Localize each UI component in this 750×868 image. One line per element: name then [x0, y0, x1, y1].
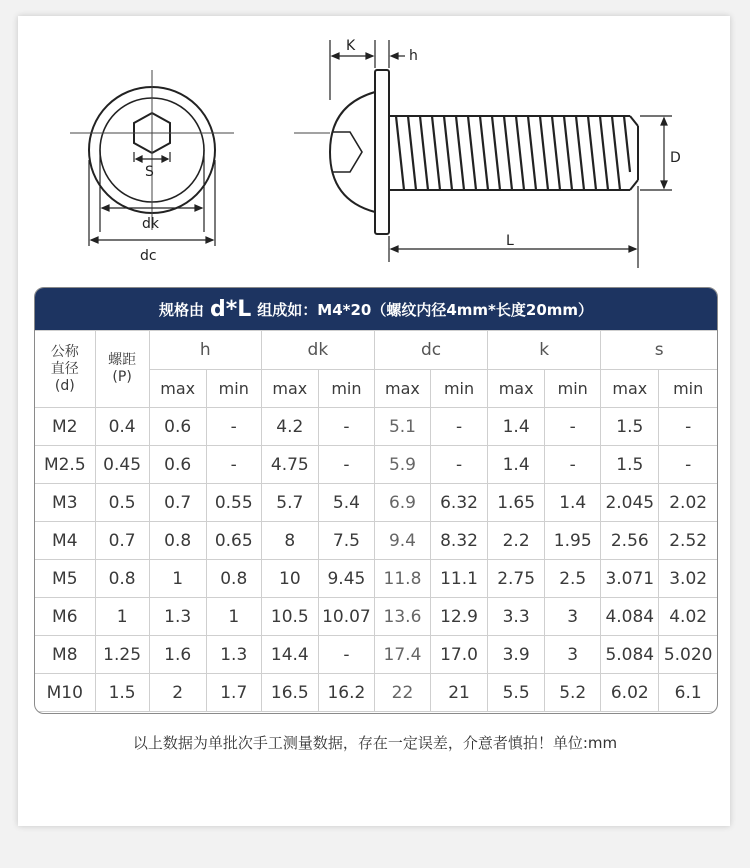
dim-label-h: h	[409, 48, 418, 64]
header-group-h: h	[149, 331, 261, 370]
spec-table	[34, 287, 718, 714]
cell: 2.56	[601, 522, 659, 560]
table-row	[35, 598, 717, 636]
dim-label-k: K	[346, 38, 356, 54]
cell: 5.084	[601, 636, 659, 674]
cell: 21	[431, 674, 488, 712]
header-min: min	[659, 370, 717, 408]
cell: -	[318, 408, 374, 446]
cell: 14.4	[261, 636, 318, 674]
header-min: min	[206, 370, 261, 408]
table-row	[35, 560, 717, 598]
cell: 1.3	[149, 598, 206, 636]
cell: 16.2	[318, 674, 374, 712]
thread-pattern	[396, 116, 630, 190]
table-row	[35, 484, 717, 522]
cell: 0.55	[206, 484, 261, 522]
cell: 11.8	[374, 560, 430, 598]
cell: 8	[261, 522, 318, 560]
cell: -	[318, 636, 374, 674]
cell: 2.045	[601, 484, 659, 522]
cell: 1.5	[601, 446, 659, 484]
cell: 11.1	[431, 560, 488, 598]
header-pitch: 螺距 (P)	[95, 331, 149, 408]
cell: 5.4	[318, 484, 374, 522]
cell: 3	[545, 636, 601, 674]
cell: 7.5	[318, 522, 374, 560]
cell-spec: M5	[35, 560, 95, 598]
cell-spec: M8	[35, 636, 95, 674]
cell: 4.2	[261, 408, 318, 446]
cell: 2.75	[488, 560, 545, 598]
cell: 6.02	[601, 674, 659, 712]
cell: 1.4	[488, 408, 545, 446]
cell: 3.02	[659, 560, 717, 598]
header-nominal-diameter: 公称 直径 (d)	[35, 331, 95, 408]
cell-spec: M2.5	[35, 446, 95, 484]
cell: -	[206, 446, 261, 484]
cell: -	[659, 408, 717, 446]
cell: 2.52	[659, 522, 717, 560]
dim-label-dc: dc	[140, 248, 157, 264]
cell-pitch: 0.8	[95, 560, 149, 598]
title-big: d*L	[209, 296, 252, 322]
cell: 5.7	[261, 484, 318, 522]
cell: 2	[149, 674, 206, 712]
header-group-dc: dc	[374, 331, 487, 370]
title-prefix: 规格由	[158, 300, 204, 319]
cell: 9.45	[318, 560, 374, 598]
spec-grid	[35, 330, 717, 712]
table-row	[35, 408, 717, 446]
cell: 4.02	[659, 598, 717, 636]
cell: 1.6	[149, 636, 206, 674]
cell: -	[545, 446, 601, 484]
cell: 1.3	[206, 636, 261, 674]
cell: -	[206, 408, 261, 446]
header-max: max	[261, 370, 318, 408]
cell-spec: M6	[35, 598, 95, 636]
hex-socket-profile	[333, 132, 362, 172]
cell: 5.020	[659, 636, 717, 674]
cell: 16.5	[261, 674, 318, 712]
cell: 4.75	[261, 446, 318, 484]
cell-spec: M10	[35, 674, 95, 712]
header-max: max	[601, 370, 659, 408]
cell: -	[659, 446, 717, 484]
cell: 10	[261, 560, 318, 598]
cell-spec: M3	[35, 484, 95, 522]
dome-head-shape	[330, 92, 375, 212]
header-min: min	[431, 370, 488, 408]
header-min: min	[545, 370, 601, 408]
cell: 22	[374, 674, 430, 712]
cell: 1.7	[206, 674, 261, 712]
measurement-disclaimer: 以上数据为单批次手工测量数据，存在一定误差，介意者慎拍！单位:mm	[132, 734, 618, 752]
dim-label-dk: dk	[142, 216, 159, 232]
cell: 0.6	[149, 408, 206, 446]
screw-dimension-diagram	[0, 0, 750, 280]
cell: 17.0	[431, 636, 488, 674]
cell: 1.5	[601, 408, 659, 446]
header-max: max	[488, 370, 545, 408]
cell: 3.9	[488, 636, 545, 674]
cell: 10.5	[261, 598, 318, 636]
table-row	[35, 636, 717, 674]
cell: 3.071	[601, 560, 659, 598]
table-row	[35, 522, 717, 560]
header-max: max	[374, 370, 430, 408]
cell: 1.95	[545, 522, 601, 560]
cell: 5.1	[374, 408, 430, 446]
cell: 0.8	[206, 560, 261, 598]
header-min: min	[318, 370, 374, 408]
cell-pitch: 1.25	[95, 636, 149, 674]
header-max: max	[149, 370, 206, 408]
cell: 1	[206, 598, 261, 636]
table-row	[35, 674, 717, 712]
title-suffix: 组成如：M4*20（螺纹内径4mm*长度20mm）	[257, 300, 594, 319]
cell: 1.4	[488, 446, 545, 484]
cell: 1.65	[488, 484, 545, 522]
cell: -	[318, 446, 374, 484]
header-group-s: s	[601, 331, 717, 370]
header-group-dk: dk	[261, 331, 374, 370]
cell-spec: M4	[35, 522, 95, 560]
flange-washer	[375, 70, 389, 234]
cell: 0.8	[149, 522, 206, 560]
cell: 10.07	[318, 598, 374, 636]
cell: 17.4	[374, 636, 430, 674]
cell: 0.65	[206, 522, 261, 560]
cell: 0.6	[149, 446, 206, 484]
cell: 2.5	[545, 560, 601, 598]
cell: 9.4	[374, 522, 430, 560]
header-group-k: k	[488, 331, 601, 370]
table-row	[35, 446, 717, 484]
cell: 12.9	[431, 598, 488, 636]
cell: -	[431, 446, 488, 484]
cell: -	[431, 408, 488, 446]
cell: 6.32	[431, 484, 488, 522]
cell-pitch: 0.45	[95, 446, 149, 484]
cell: 8.32	[431, 522, 488, 560]
cell: 5.9	[374, 446, 430, 484]
cell: 6.1	[659, 674, 717, 712]
cell: 0.7	[149, 484, 206, 522]
cell: 5.5	[488, 674, 545, 712]
cell: 5.2	[545, 674, 601, 712]
dim-label-s: S	[145, 164, 154, 180]
cell-pitch: 1.5	[95, 674, 149, 712]
cell-pitch: 0.4	[95, 408, 149, 446]
cell: 6.9	[374, 484, 430, 522]
cell: 3.3	[488, 598, 545, 636]
cell: 1	[149, 560, 206, 598]
cell: 3	[545, 598, 601, 636]
cell: 2.2	[488, 522, 545, 560]
cell-spec: M2	[35, 408, 95, 446]
dim-label-l: L	[506, 233, 514, 249]
cell: 4.084	[601, 598, 659, 636]
cell-pitch: 1	[95, 598, 149, 636]
cell: 1.4	[545, 484, 601, 522]
dim-label-d: D	[670, 150, 681, 166]
cell: -	[545, 408, 601, 446]
cell: 2.02	[659, 484, 717, 522]
cell-pitch: 0.7	[95, 522, 149, 560]
cell: 13.6	[374, 598, 430, 636]
cell-pitch: 0.5	[95, 484, 149, 522]
spec-table-title	[35, 288, 717, 330]
